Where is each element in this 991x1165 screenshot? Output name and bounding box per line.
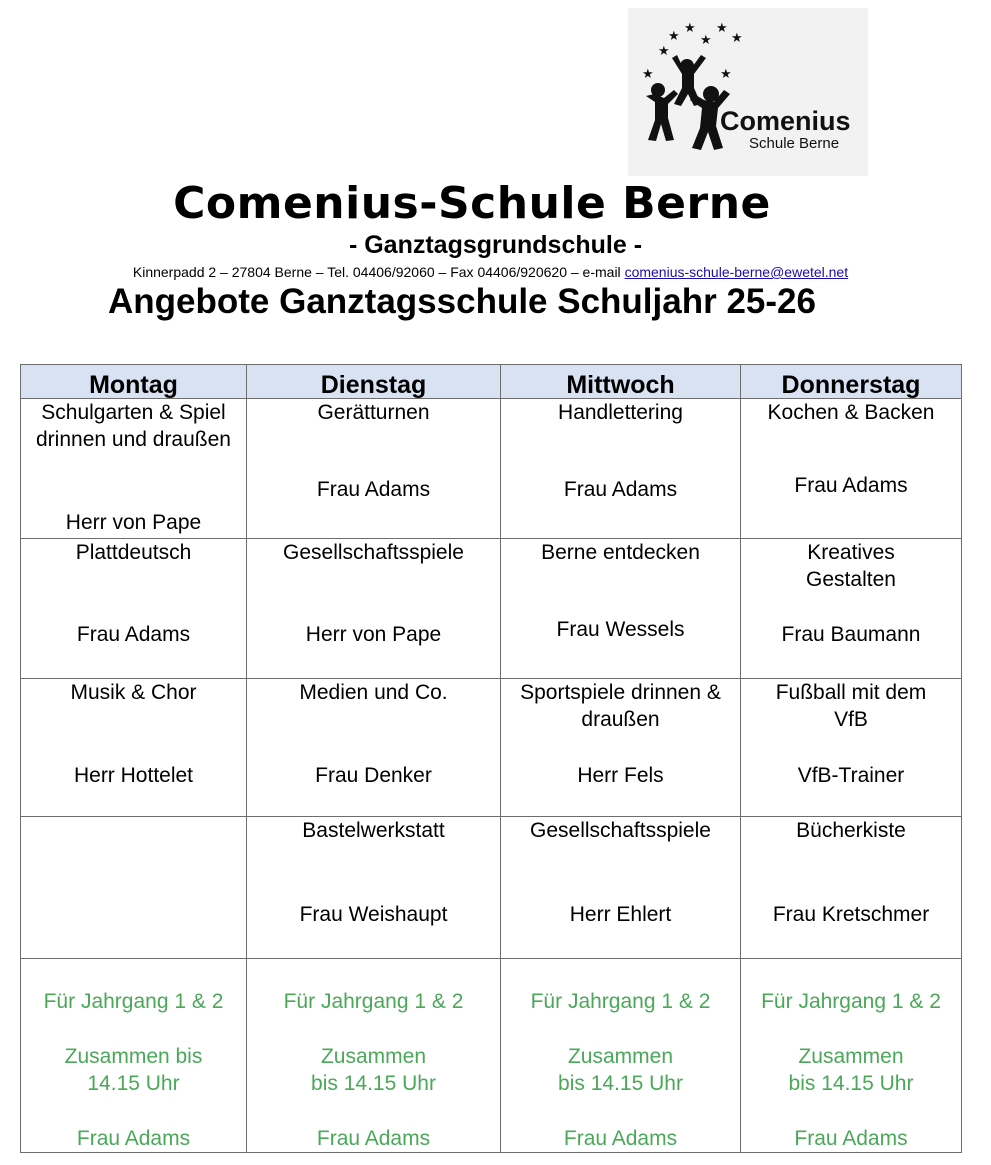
activity-name: Fußball mit dem VfB [775,681,927,731]
activity-name: Sportspiele drinnen & draußen [520,681,721,731]
table-cell [247,679,501,817]
table-cell [741,679,962,817]
svg-text:★: ★ [720,67,732,82]
teacher-name: Herr Ehlert [569,903,672,926]
table-cell [247,539,501,679]
logo-subtitle: Schule Berne [749,135,840,152]
day-header-donnerstag: Donnerstag [741,365,962,399]
table-cell [247,399,501,539]
table-cell [741,959,962,1153]
activity-name: Berne entdecken [541,541,700,564]
activity-name: Kochen & Backen [767,401,935,424]
teacher-name: Frau Adams [794,1127,908,1150]
day-header-montag: Montag [21,365,247,399]
teacher-name: Frau Adams [794,474,908,497]
teacher-name: Herr von Pape [65,511,202,534]
activity-name: Kreatives Gestalten [806,541,896,591]
activity-name: Gerätturnen [317,401,430,424]
activity-name: Gesellschaftsspiele [283,541,464,564]
table-cell [501,539,741,679]
table-header-row [21,365,962,399]
time-label: Zusammen [567,1045,674,1068]
table-cell [501,959,741,1153]
school-subtitle: - Ganztagsgrundschule - [348,231,643,259]
jahrgang-label: Für Jahrgang 1 & 2 [43,990,224,1013]
teacher-name: Frau Adams [316,478,431,501]
svg-text:★: ★ [658,44,670,59]
school-logo [628,8,868,176]
email-link[interactable]: comenius-schule-berne@ewetel.net [624,264,849,280]
table-row [21,679,962,817]
activity-name: Schulgarten & Spiel drinnen und draußen [36,401,231,451]
table-cell [501,817,741,959]
time-label: Zusammen [320,1045,427,1068]
teacher-name: Frau Denker [315,764,432,787]
teacher-name: Frau Adams [76,623,191,646]
day-header-mittwoch: Mittwoch [501,365,741,399]
teacher-name: Herr von Pape [305,623,442,646]
contact-text: Kinnerpadd 2 – 27804 Berne – Tel. 04406/92060 – Fax 04406/920620 – e-mail [132,264,621,280]
table-row [21,539,962,679]
svg-text:★: ★ [731,31,743,46]
activity-name: Bücherkiste [796,819,906,842]
activity-name: Musik & Chor [70,681,197,704]
teacher-name: Frau Adams [316,1127,431,1150]
teacher-name: Frau Adams [76,1127,191,1150]
svg-text:★: ★ [684,21,696,36]
table-cell [21,399,247,539]
svg-text:★: ★ [668,29,680,44]
table-cell [741,817,962,959]
activity-name: Plattdeutsch [75,541,192,564]
contact-line [0,264,981,280]
school-title: Comenius-Schule Berne [173,178,771,229]
time-label: 14.15 Uhr [87,1072,180,1095]
teacher-name: Herr Fels [577,764,664,787]
jahrgang-label: Für Jahrgang 1 & 2 [530,990,711,1013]
children-figures-icon [646,55,730,150]
svg-text:★: ★ [642,67,654,82]
time-label: bis 14.15 Uhr [311,1072,436,1095]
teacher-name: Frau Baumann [781,623,921,646]
teacher-name: Frau Kretschmer [772,903,930,926]
table-cell [741,399,962,539]
svg-text:★: ★ [716,21,728,36]
teacher-name: VfB-Trainer [797,764,905,787]
time-label: Zusammen [798,1045,904,1068]
table-cell [741,539,962,679]
jahrgang-label: Für Jahrgang 1 & 2 [283,990,464,1013]
page-heading: Angebote Ganztagsschule Schuljahr 25-26 [108,282,816,321]
time-label: Zusammen bis [64,1045,203,1068]
table-cell [247,817,501,959]
time-label: bis 14.15 Uhr [558,1072,683,1095]
table-cell [247,959,501,1153]
table-cell [501,679,741,817]
day-header-dienstag: Dienstag [247,365,501,399]
time-label: bis 14.15 Uhr [788,1072,914,1095]
table-row [21,399,962,539]
svg-text:★: ★ [700,33,712,48]
activity-name: Gesellschaftsspiele [530,819,711,842]
teacher-name: Herr Hottelet [73,764,194,787]
jahrgang-label: Für Jahrgang 1 & 2 [761,990,941,1013]
table-cell [21,679,247,817]
table-row [21,817,962,959]
table-cell [21,539,247,679]
table-cell [501,399,741,539]
logo-name: Comenius [720,106,851,136]
activity-name: Medien und Co. [299,681,448,704]
teacher-name: Frau Adams [563,1127,678,1150]
teacher-name: Frau Wessels [556,618,685,641]
activity-name: Bastelwerkstatt [302,819,445,842]
activity-name: Handlettering [558,401,683,424]
schedule-table [20,364,962,1153]
table-cell [21,959,247,1153]
teacher-name: Frau Adams [563,478,678,501]
teacher-name: Frau Weishaupt [299,903,448,926]
table-row-jahrgang [21,959,962,1153]
table-cell [21,817,247,959]
